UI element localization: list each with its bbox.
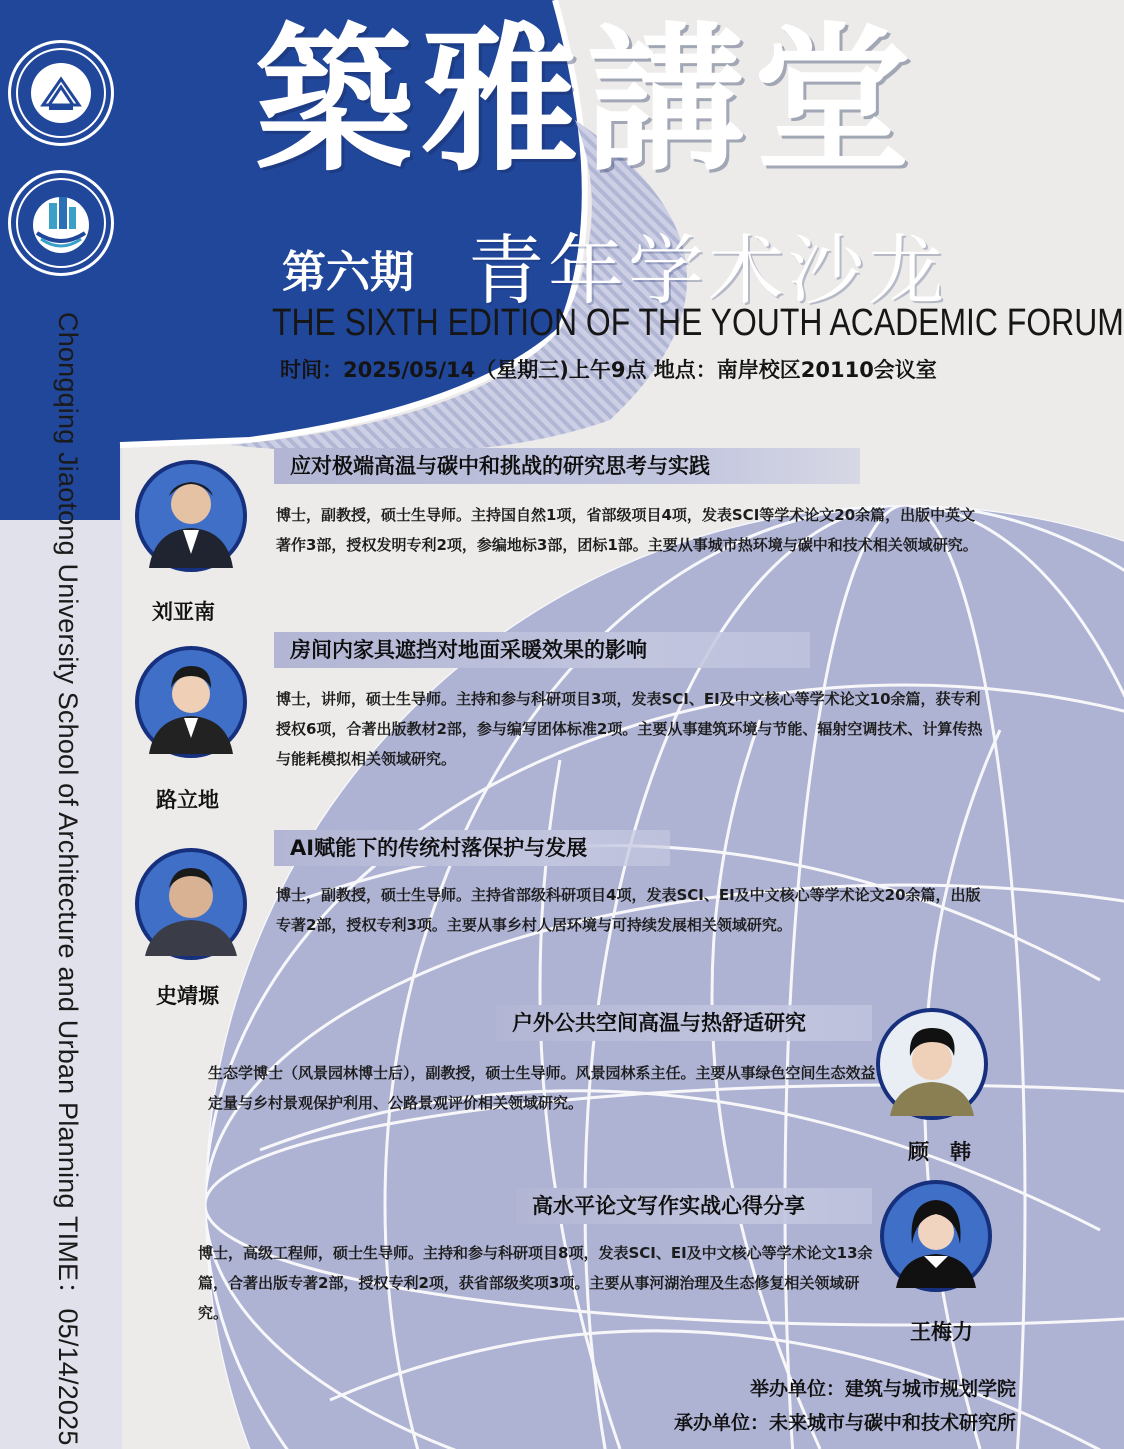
english-title: THE SIXTH EDITION OF THE YOUTH ACADEMIC FORUM	[272, 302, 1124, 344]
time-place: 时间：2025/05/14（星期三)上午9点 地点：南岸校区20110会议室	[280, 358, 937, 382]
forum-title: 青年学术沙龙	[468, 226, 948, 315]
talk-bio-2: 博士，讲师，硕士生导师。主持和参与科研项目3项，发表SCI、EI及中文核心等学术论文10余篇，获专利授权6项，合著出版教材2部，参与编写团体标准2项。主要从事建筑环境与节能、辐射空调技术、计算传热与能耗模拟相关领域研究。	[276, 690, 983, 768]
talk-topic-2: 房间内家具遮挡对地面采暖效果的影响	[274, 632, 810, 668]
talk-topic-1: 应对极端高温与碳中和挑战的研究思考与实践	[274, 448, 860, 484]
event-series-title: 築雅講堂	[255, 8, 919, 193]
organizer-unit: 承办单位：未来城市与碳中和技术研究所	[673, 1412, 1016, 1434]
speaker-photo-4	[876, 1008, 988, 1120]
speaker-name-3: 史靖塬	[156, 984, 219, 1008]
speaker-photo-5	[880, 1180, 992, 1292]
talk-bio-1: 博士，副教授，硕士生导师。主持国自然1项，省部级项目4项，发表SCI等学术论文20余篇，出版中英文著作3部，授权发明专利2项，参编地标3部，团标1部。主要从事城市热环境与碳中和技术相关领域研究。	[276, 506, 978, 554]
university-logo-icon	[8, 40, 114, 146]
school-logo-icon	[8, 170, 114, 276]
speaker-name-5: 王梅力	[910, 1320, 973, 1344]
talk-topic-4: 户外公共空间高温与热舒适研究	[496, 1005, 872, 1041]
speaker-name-1: 刘亚南	[152, 600, 215, 624]
edition-label: 第六期	[282, 247, 414, 298]
talk-bio-5: 博士，高级工程师，硕士生导师。主持和参与科研项目8项，发表SCI、EI及中文核心等学术论文13余篇，合著出版专著2部，授权专利2项，获省部级奖项3项。主要从事河湖治理及生态修复相关领域研究。	[198, 1244, 873, 1322]
talk-bio-4: 生态学博士（风景园林博士后），副教授，硕士生导师。风景园林系主任。主要从事绿色空间生态效益定量与乡村景观保护利用、公路景观评价相关领域研究。	[208, 1064, 876, 1112]
host-unit: 举办单位：建筑与城市规划学院	[749, 1378, 1016, 1400]
speaker-photo-2	[135, 646, 247, 758]
speaker-name-2: 路立地	[156, 788, 219, 812]
speaker-photo-3	[135, 848, 247, 960]
talk-bio-3: 博士，副教授，硕士生导师。主持省部级科研项目4项，发表SCI、EI及中文核心等学术论文20余篇，出版专著2部，授权专利3项。主要从事乡村人居环境与可持续发展相关领域研究。	[276, 886, 981, 934]
sidebar-vertical-text: Chongqing Jiaotong University School of Architecture and Urban Planning TIME：05/14/2025	[53, 312, 83, 1446]
talk-topic-5: 高水平论文写作实战心得分享	[516, 1188, 872, 1224]
speaker-name-4: 顾 韩	[908, 1140, 971, 1164]
speaker-photo-1	[135, 460, 247, 572]
talk-topic-3: AI赋能下的传统村落保护与发展	[274, 830, 670, 866]
